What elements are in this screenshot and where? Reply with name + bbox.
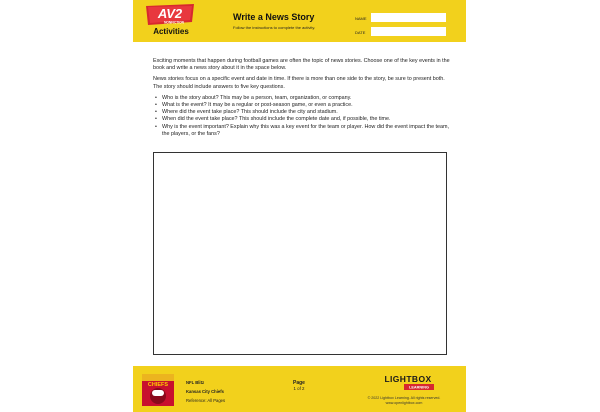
news-story-writing-area[interactable] xyxy=(153,152,447,355)
worksheet-title: Write a News Story xyxy=(233,12,315,22)
name-field[interactable] xyxy=(371,13,446,22)
reference-text: Reference: All Pages xyxy=(186,398,226,403)
intro-paragraph: Exciting moments that happen during football games are often the topic of news stories. Choose one of the key events in the book and write a news story about it in the space below. xyxy=(153,58,450,72)
publisher-tag: LEARNING xyxy=(409,385,429,390)
book-cover-image xyxy=(142,374,174,406)
bullet-icon: • xyxy=(155,116,157,123)
av2-logo-badge xyxy=(144,4,196,26)
instructions-paragraph: News stories focus on a specific event and date in time. If there is more than one side to the story, be sure to present both. The story should include answers to five key questions. xyxy=(153,76,445,90)
lightbox-logo xyxy=(380,373,436,391)
bullet-icon: • xyxy=(155,123,157,130)
list-item: • When did the event take place? This should include the complete date and, if possible, the time. xyxy=(155,116,391,123)
instructions-section xyxy=(153,58,453,138)
worksheet-subtitle: Follow the instructions to complete the activity. xyxy=(233,25,316,30)
bullet-icon: • xyxy=(155,94,157,101)
date-label: DATE xyxy=(355,30,366,35)
page-label: Page xyxy=(293,380,305,386)
copyright-text: © 2022 Lightbox Learning. All rights reserved. xyxy=(367,396,441,400)
website-link[interactable]: www.openlightbox.com xyxy=(385,401,423,406)
logo-subtext: NONFICTION xyxy=(164,20,184,25)
series-name: NFL Blitz xyxy=(186,380,205,385)
cover-title: CHIEFS xyxy=(147,382,169,388)
logo-activities-label: Activities xyxy=(153,27,189,36)
page-number: 1 of 2 xyxy=(293,386,305,391)
list-item: • Why is the event important? Explain why this was a key event for the team or player. How did the event impact the team, the players, or the fans? xyxy=(155,123,450,137)
logo-text: AV2 xyxy=(157,6,183,21)
header-band xyxy=(133,0,466,42)
book-info xyxy=(186,378,225,405)
page-indicator xyxy=(287,380,311,392)
name-label: NAME xyxy=(355,16,367,21)
list-item: • What is the event? It may be a regular or post-season game, or even a practice. xyxy=(155,102,353,109)
date-field[interactable] xyxy=(371,27,446,36)
list-item: • Who is the story about? This may be a person, team, organization, or company. xyxy=(155,94,352,101)
list-item: • Where did the event take place? This should include the city and stadium. xyxy=(155,109,338,116)
publisher-name: LIGHTBOX xyxy=(384,374,432,384)
bullet-icon: • xyxy=(155,109,157,116)
av2-logo xyxy=(140,4,202,40)
question-list xyxy=(153,95,453,138)
footer-band xyxy=(133,366,466,412)
worksheet-page xyxy=(133,0,466,412)
copyright-block xyxy=(351,396,457,406)
bullet-icon: • xyxy=(155,102,157,109)
book-title: Kansas City Chiefs xyxy=(186,389,224,394)
